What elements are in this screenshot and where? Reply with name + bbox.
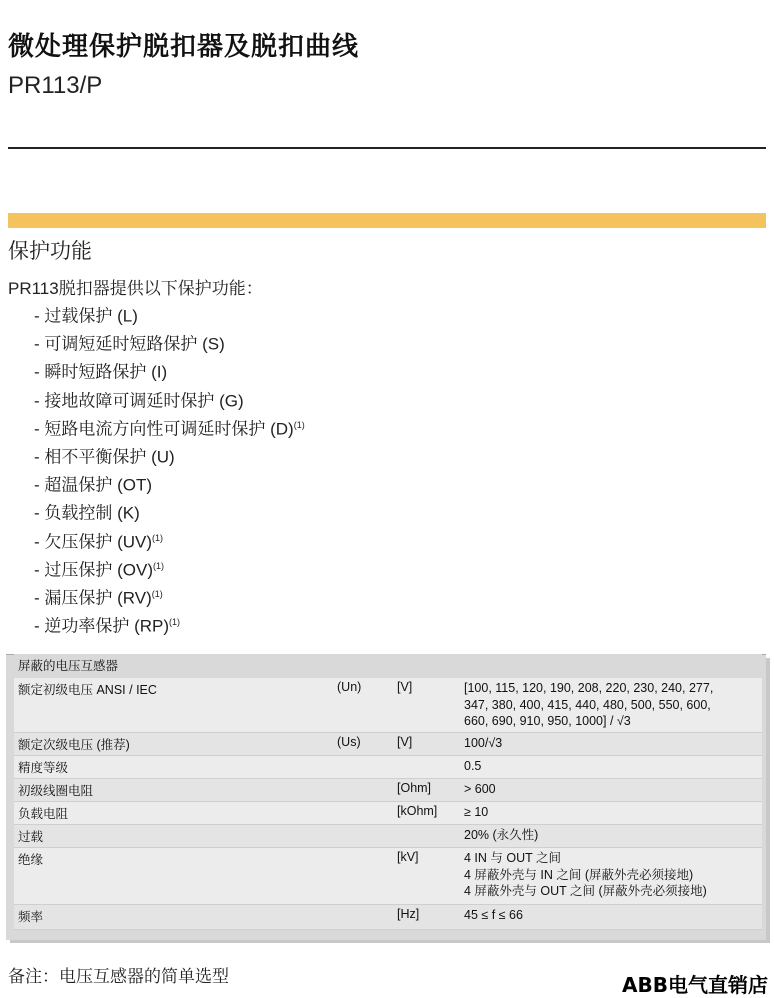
section-title: 保护功能 — [8, 239, 92, 263]
table-row — [14, 848, 762, 905]
list-item: - 欠压保护 (UV)$^{(1)}$ — [34, 532, 164, 552]
row-param: 频率 — [18, 910, 44, 924]
footer-note: 备注：电压互感器的简单选型 — [8, 967, 229, 986]
row-value: ≥ 10 — [464, 805, 489, 819]
row-param: 精度等级 — [18, 761, 69, 775]
model-name: PR113/P — [8, 72, 103, 99]
row-param: 额定初级电压 ANSI / IEC — [18, 683, 157, 697]
row-param: 额定次级电压 (推荐) — [18, 738, 130, 752]
table-row — [14, 733, 762, 756]
row-value: 20% (永久性) — [464, 828, 539, 842]
row-unit: [V] — [397, 735, 413, 749]
list-item: - 逆功率保护 (RP)$^{(1)}$ — [34, 616, 181, 636]
list-item: - 负载控制 (K) — [34, 503, 140, 523]
table-row — [14, 825, 762, 848]
table-row — [14, 678, 762, 733]
row-param: 初级线圈电阻 — [18, 784, 94, 798]
row-unit: [Ohm] — [397, 781, 432, 795]
row-unit: [Hz] — [397, 907, 420, 921]
row-value: [100, 115, 120, 190, 208, 220, 230, 240, 277, 347, 380, 400, 415, 440, 480, 500, 550, 600, 660, 690, 910, 950, 1000] / √3 — [464, 681, 714, 728]
list-item: - 相不平衡保护 (U) — [34, 447, 175, 467]
page-title: 微处理保护脱扣器及脱扣曲线 — [8, 32, 360, 62]
table-row — [14, 756, 762, 779]
row-param: 负载电阻 — [18, 807, 69, 821]
row-param: 绝缘 — [18, 853, 44, 867]
list-item: - 超温保护 (OT) — [34, 475, 153, 495]
list-item: - 瞬时短路保护 (I) — [34, 363, 168, 383]
list-item: - 过压保护 (OV)$^{(1)}$ — [34, 560, 164, 580]
list-item: - 漏压保护 (RV)$^{(1)}$ — [34, 588, 163, 608]
row-value: > 600 — [464, 782, 496, 796]
row-param: 过载 — [18, 830, 44, 844]
voltage-transformer-table — [14, 654, 762, 930]
row-value: 4 IN 与 OUT 之间 4 屏蔽外壳与 IN 之间 (屏蔽外壳必须接地) 4 屏蔽外壳与 OUT 之间 (屏蔽外壳必须接地) — [464, 851, 707, 898]
table-row — [14, 905, 762, 930]
row-value: 100/√3 — [464, 736, 503, 750]
row-symbol: (Us) — [337, 735, 361, 749]
protection-function-list — [34, 300, 305, 638]
header-divider — [8, 147, 766, 149]
intro-text: PR113脱扣器提供以下保护功能： — [8, 279, 263, 298]
section-bar — [8, 213, 766, 228]
row-value: 45 ≤ f ≤ 66 — [464, 908, 523, 922]
list-item: - 短路电流方向性可调延时保护 $(D)^{(1)}$ — [34, 419, 305, 439]
row-symbol: (Un) — [337, 680, 362, 694]
row-unit: [V] — [397, 680, 413, 694]
table-row — [14, 779, 762, 802]
row-unit: [kOhm] — [397, 804, 438, 818]
table-row — [14, 802, 762, 825]
list-item: - 过载保护 (L) — [34, 306, 138, 326]
list-item: - 接地故障可调延时保护 (G) — [34, 391, 244, 411]
table-title: 屏蔽的电压互感器 — [14, 654, 762, 678]
list-item: - 可调短延时短路保护 (S) — [34, 334, 225, 354]
brand-label: ABB电气直销店 — [622, 973, 768, 997]
row-value: 0.5 — [464, 759, 482, 773]
row-unit: [kV] — [397, 850, 419, 864]
